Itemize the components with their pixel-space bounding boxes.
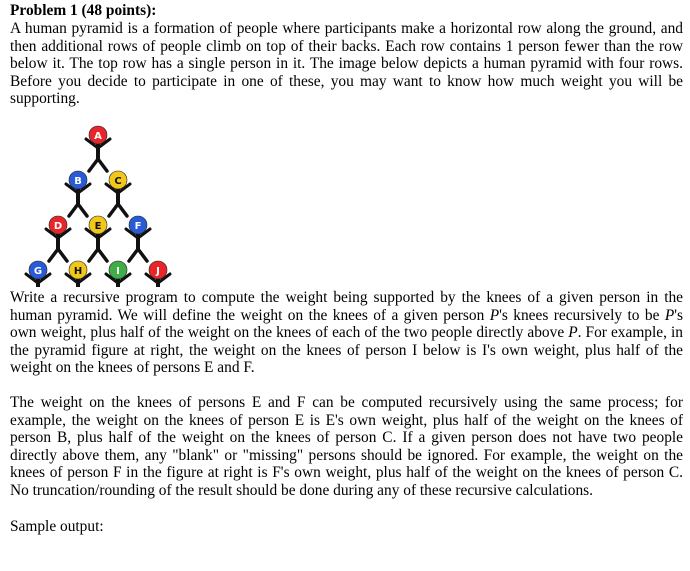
person-e <box>86 216 110 261</box>
recursive-definition-paragraph <box>10 289 683 377</box>
person-leg-right <box>98 249 107 261</box>
intro-paragraph: A human pyramid is a formation of people where participants make a horizontal row along the ground, and then additional rows of people climb on top of their backs. Each row contains 1 person fewer than the row below it. The top row has a single person in it. The image below depicts a human pyramid with four rows. Before you decide to participate in one of these, you may want to know how much weight you will be supporting. <box>10 20 683 108</box>
person-leg-left <box>89 249 98 261</box>
person-i <box>106 261 130 287</box>
person-d <box>46 216 70 261</box>
person-leg-right <box>98 159 107 171</box>
person-label: E <box>94 220 102 232</box>
person-leg-left <box>69 204 78 216</box>
person-label: A <box>94 130 102 142</box>
pyramid-svg <box>16 112 176 287</box>
person-leg-left <box>129 249 138 261</box>
human-pyramid-figure <box>16 112 176 287</box>
person-label: F <box>134 220 142 232</box>
person-label: D <box>53 220 63 232</box>
person-label: I <box>116 265 120 277</box>
person-label: B <box>74 175 82 187</box>
problem-title: Problem 1 (48 points): <box>10 2 157 19</box>
person-h <box>66 261 90 287</box>
person-j <box>146 261 170 287</box>
paragraph-gap <box>10 377 683 394</box>
recursion-example-paragraph: The weight on the knees of persons E and F can be computed recursively using the same process; for example, the weight on the knees of person E is E's own weight, plus half of the weight on the knees of person B, plus half of the weight on the knees of person C. If a given person does not have two people directly above them, any "blank" or "missing" persons should be ignored. For example, the weight on the knees of person F in the figure at right is F's own weight, plus half of the weight on the knees of person C. No truncation/rounding of the result should be done during any of these recursive calculations. <box>10 393 683 499</box>
person-b <box>66 171 90 216</box>
person-label: J <box>156 265 160 277</box>
person-p-1: P <box>489 306 500 324</box>
person-leg-right <box>58 249 67 261</box>
p1-text-2: 's knees recursively to be <box>499 306 665 324</box>
person-label: H <box>73 265 83 277</box>
person-leg-right <box>118 204 127 216</box>
person-f <box>126 216 150 261</box>
person-a <box>86 126 110 171</box>
person-label: G <box>33 265 43 277</box>
person-leg-right <box>138 249 147 261</box>
person-leg-left <box>109 204 118 216</box>
person-leg-left <box>49 249 58 261</box>
person-p-3: P <box>568 324 578 342</box>
p1-text-3: 's own weight, plus half of the weight on the knees of each of the two people directly above <box>10 306 683 342</box>
person-leg-right <box>78 204 87 216</box>
person-p-2: P <box>664 306 675 324</box>
p1-text-4: . For example, in the pyramid figure at right, the weight on the knees of person I below is I's own weight, plus half of the weight on the knees of persons E and F. <box>10 324 683 377</box>
person-leg-left <box>89 159 98 171</box>
person-c <box>106 171 130 216</box>
person-g <box>26 261 50 287</box>
p1-text-1: Write a recursive program to compute the weight being supported by the knees of a given person in the human pyramid. We will define the weight on the knees of a given person <box>10 288 683 324</box>
document-page <box>10 2 683 535</box>
person-label: C <box>114 175 122 187</box>
sample-output-label: Sample output: <box>10 517 104 535</box>
